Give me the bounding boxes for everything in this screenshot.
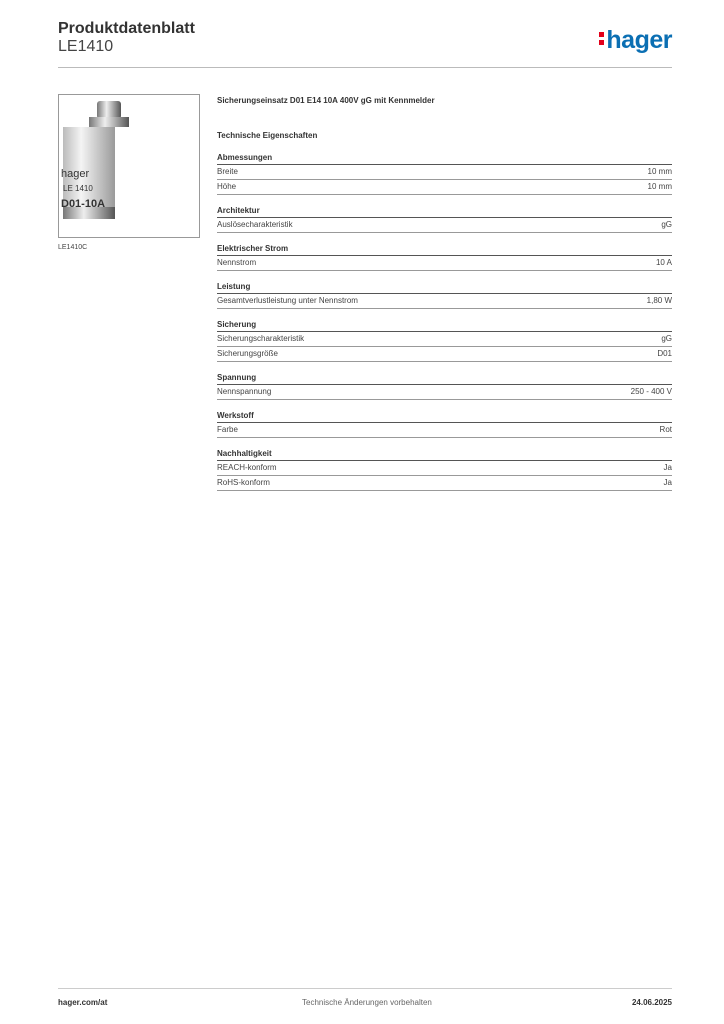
properties-panel xyxy=(217,96,672,502)
logo-dots-icon xyxy=(599,32,604,46)
property-label: Auslösecharakteristik xyxy=(217,220,293,229)
tech-properties-title: Technische Eigenschaften xyxy=(217,131,318,140)
property-row xyxy=(217,476,672,491)
product-name: Sicherungseinsatz D01 E14 10A 400V gG mit Kennmelder xyxy=(217,96,435,105)
hager-logo: hager xyxy=(599,26,672,55)
property-label: RoHS-konform xyxy=(217,478,270,487)
print-rating: D01-10A xyxy=(61,198,106,210)
property-value: D01 xyxy=(657,349,672,358)
property-row xyxy=(217,294,672,309)
property-label: Höhe xyxy=(217,182,237,191)
property-label: Breite xyxy=(217,167,238,176)
fuse-cartridge-icon xyxy=(59,95,199,237)
header-divider xyxy=(58,67,672,68)
property-row xyxy=(217,165,672,180)
product-image xyxy=(58,94,200,238)
property-row xyxy=(217,347,672,362)
property-row xyxy=(217,218,672,233)
property-value: gG xyxy=(661,220,672,229)
section-title: Werkstoff xyxy=(217,411,672,423)
section-title: Nachhaltigkeit xyxy=(217,449,672,461)
article-number: LE1410 xyxy=(58,38,114,55)
section-spannung xyxy=(217,373,672,400)
section-elektrischer-strom xyxy=(217,244,672,271)
section-werkstoff xyxy=(217,411,672,438)
property-value: Rot xyxy=(659,425,672,434)
page-title: Produktdatenblatt xyxy=(58,20,195,37)
section-title: Elektrischer Strom xyxy=(217,244,672,256)
property-value: 10 mm xyxy=(647,182,672,191)
section-abmessungen xyxy=(217,153,672,195)
property-value: Ja xyxy=(663,463,672,472)
print-brand: hager xyxy=(61,168,90,180)
property-label: Gesamtverlustleistung unter Nennstrom xyxy=(217,296,358,305)
property-value: gG xyxy=(661,334,672,343)
section-title: Abmessungen xyxy=(217,153,672,165)
section-title: Spannung xyxy=(217,373,672,385)
section-architektur xyxy=(217,206,672,233)
property-value: 1,80 W xyxy=(646,296,672,305)
section-title: Sicherung xyxy=(217,320,672,332)
section-title: Leistung xyxy=(217,282,672,294)
section-title: Architektur xyxy=(217,206,672,218)
property-row xyxy=(217,256,672,271)
footer-note: Technische Änderungen vorbehalten xyxy=(302,998,432,1007)
section-sicherung xyxy=(217,320,672,362)
property-label: Sicherungscharakteristik xyxy=(217,334,305,343)
property-row xyxy=(217,180,672,195)
section-nachhaltigkeit xyxy=(217,449,672,491)
footer-divider xyxy=(58,988,672,989)
print-code: LE 1410 xyxy=(63,184,93,193)
footer-date: 24.06.2025 xyxy=(631,998,672,1007)
property-label: Farbe xyxy=(217,425,238,434)
property-row xyxy=(217,423,672,438)
property-label: Nennspannung xyxy=(217,387,272,396)
footer-website-link[interactable]: hager.com/at xyxy=(58,998,108,1007)
property-label: Sicherungsgröße xyxy=(217,349,278,358)
property-label: REACH-konform xyxy=(217,463,277,472)
image-caption: LE1410C xyxy=(58,244,88,251)
property-value: 10 A xyxy=(655,258,672,267)
property-value: 250 - 400 V xyxy=(630,387,672,396)
property-value: Ja xyxy=(663,478,672,487)
property-row xyxy=(217,385,672,400)
property-label: Nennstrom xyxy=(217,258,257,267)
section-leistung xyxy=(217,282,672,309)
property-row xyxy=(217,461,672,476)
property-value: 10 mm xyxy=(647,167,672,176)
property-row xyxy=(217,332,672,347)
